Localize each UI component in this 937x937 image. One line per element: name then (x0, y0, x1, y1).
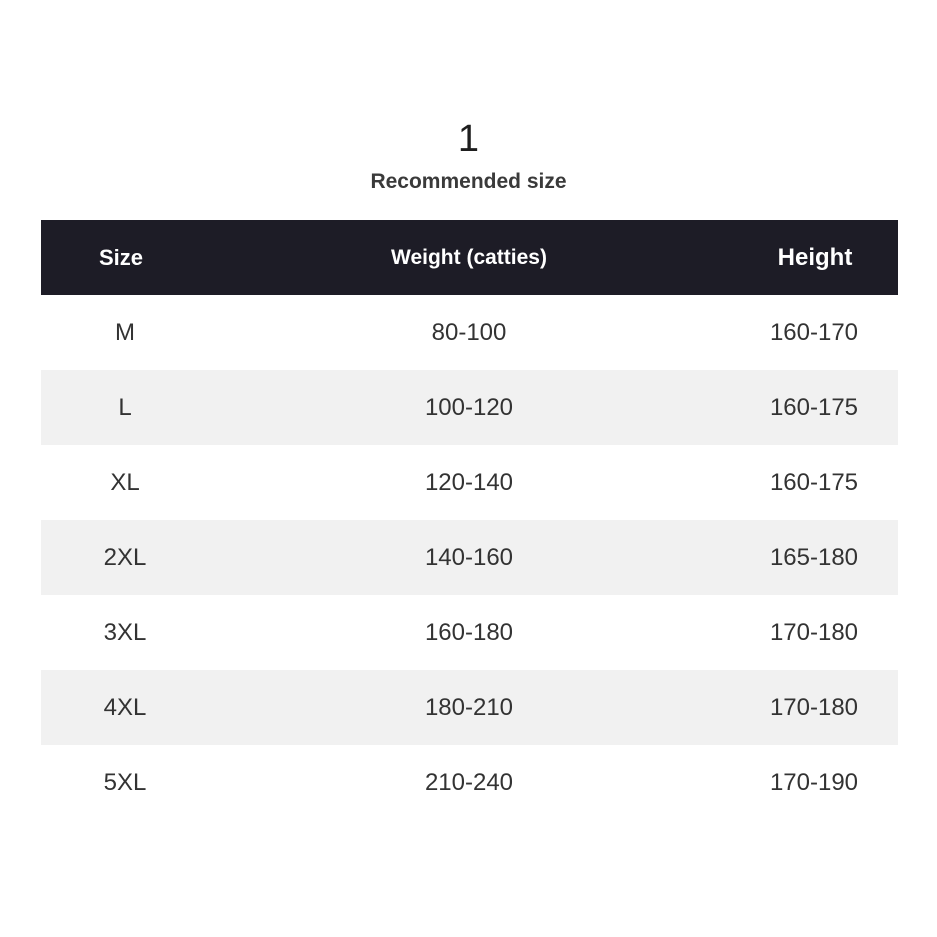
table-row (41, 520, 898, 595)
height-cell: 170-180 (769, 694, 859, 721)
height-cell: 160-170 (769, 319, 859, 346)
page-title: Recommended size (370, 170, 567, 193)
size-cell: XL (110, 469, 140, 496)
header-height: Height (777, 244, 853, 271)
table-row (41, 595, 898, 670)
height-cell: 160-175 (769, 469, 859, 496)
page-number: 1 (457, 118, 480, 160)
table-row (41, 295, 898, 370)
weight-cell: 120-140 (424, 469, 514, 496)
weight-cell: 160-180 (424, 619, 514, 646)
size-cell: 2XL (103, 544, 147, 571)
height-cell: 165-180 (769, 544, 859, 571)
size-cell: L (118, 394, 132, 421)
height-cell: 160-175 (769, 394, 859, 421)
table-row (41, 670, 898, 745)
weight-cell: 180-210 (424, 694, 514, 721)
weight-cell: 140-160 (424, 544, 514, 571)
table-row (41, 370, 898, 445)
size-table (41, 220, 898, 820)
weight-cell: 80-100 (431, 319, 507, 346)
height-cell: 170-180 (769, 619, 859, 646)
header-weight: Weight (catties) (391, 246, 547, 269)
table-header (41, 220, 898, 295)
height-cell: 170-190 (769, 769, 859, 796)
size-cell: M (115, 319, 135, 346)
weight-cell: 210-240 (424, 769, 514, 796)
table-row (41, 445, 898, 520)
size-cell: 3XL (103, 619, 147, 646)
size-cell: 5XL (103, 769, 147, 796)
table-row (41, 745, 898, 820)
size-cell: 4XL (103, 694, 147, 721)
weight-cell: 100-120 (424, 394, 514, 421)
header-size: Size (98, 245, 144, 270)
